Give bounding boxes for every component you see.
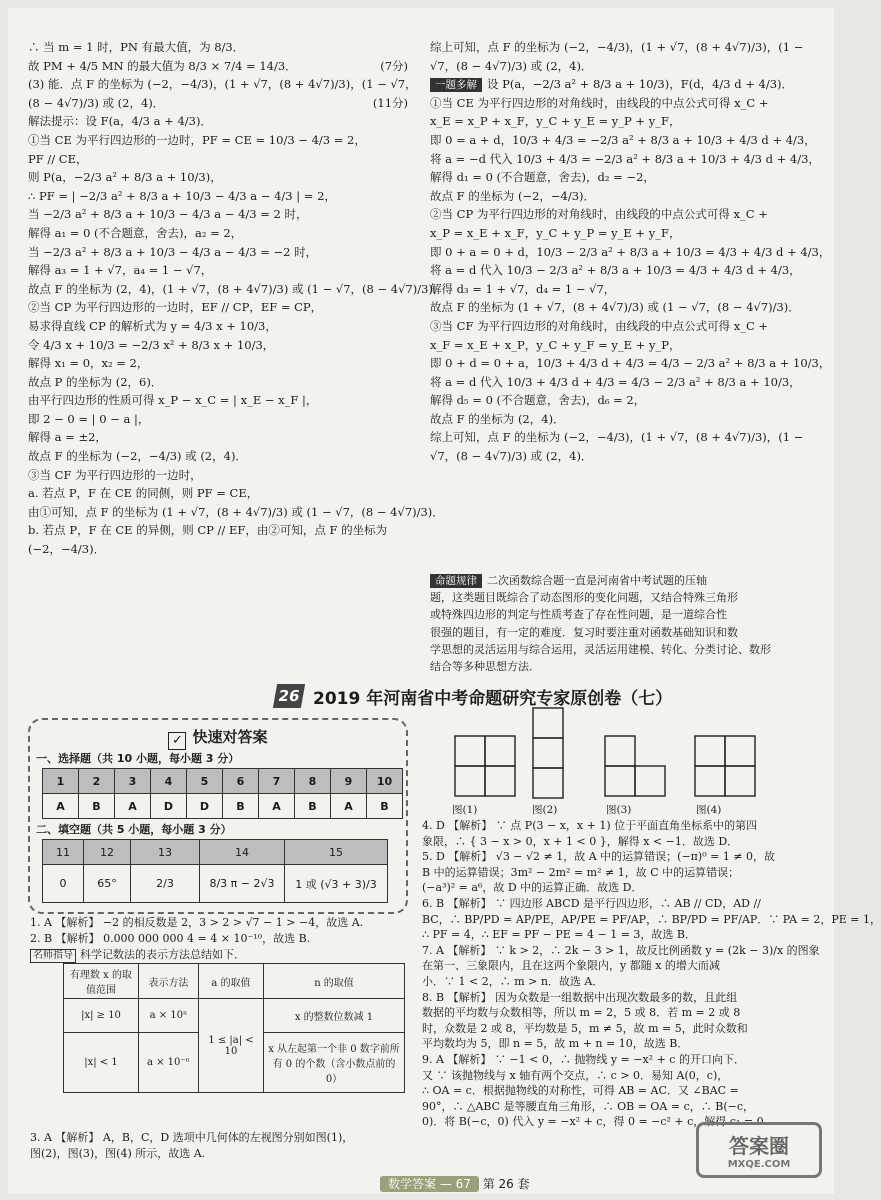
- text-line: ②当 CP 为平行四边形的对角线时，由线段的中点公式可得 x_C +: [430, 207, 768, 222]
- table-cell: 9: [331, 769, 367, 794]
- quick-answers-box: [28, 718, 408, 914]
- text-line: 综上可知，点 F 的坐标为 (−2，−4/3)，(1 + √7，(8 + 4√7)/3)，(1 −: [430, 430, 804, 445]
- table-cell: 15: [285, 840, 388, 865]
- text-line: 题，这类题目既综合了动态图形的变化问题，又结合特殊三角形: [430, 591, 738, 605]
- table-cell: B: [367, 794, 403, 819]
- text-line: 将 a = d 代入 10/3 + 4/3 d + 4/3 = 4/3 − 2/3 a² + 8/3 a + 10/3，: [430, 374, 801, 389]
- left-answers: [30, 915, 406, 963]
- text-line: 即 2 − 0 = | 0 − a |，: [28, 411, 150, 426]
- table-cell: x 从左起第一个非 0 数字前所有 0 的个数（含小数点前的 0）: [264, 1033, 405, 1093]
- text-line: 解得 d₁ = 0 (不合题意，舍去)，d₂ = −2，: [430, 170, 655, 185]
- fig3-caption: 图(3): [606, 804, 632, 816]
- answer-line: BC，∴ BP/PD = AP/PE，AP/PE = PF/AP，∴ BP/PD = PF/AP．∵ PA = 2，PE = 1，: [422, 912, 881, 926]
- left-column: [28, 38, 445, 559]
- text-line: 解得 x₁ = 0，x₂ = 2，: [28, 356, 149, 371]
- text-line: 一题多解 设 P(a，−2/3 a² + 8/3 a + 10/3)，F(d，4/3 d + 4/3)．: [430, 75, 818, 94]
- text-line: √7，(8 − 4√7)/3) 或 (2，4)．: [430, 449, 593, 464]
- text-line: ∴ PF = | −2/3 a² + 8/3 a + 10/3 − 4/3 a − 4/3 | = 2，: [28, 188, 336, 203]
- text-line: ①当 CE 为平行四边形的一边时，PF = CE = 10/3 − 4/3 = 2，: [28, 132, 366, 147]
- answer-line: 0)．将 B(−c，0) 代入 y = −x² + c，得 0 = −c² + c，解得 c₁ = 0: [422, 1115, 764, 1129]
- checkmark-icon: ✓: [168, 732, 186, 750]
- text-line: 则 P(a，−2/3 a² + 8/3 a + 10/3)，: [28, 170, 222, 185]
- answer-line: 5. D 【解析】 √3 − √2 ≠ 1，故 A 中的运算错误；(−π)⁰ = 1 ≠ 0，故: [422, 850, 776, 864]
- fig1-square-bottom-right: [485, 766, 515, 796]
- text-line: a. 若点 P，F 在 CE 的同侧，则 PF = CE，: [28, 486, 259, 501]
- right-column: [430, 38, 831, 466]
- proposition-note: [430, 572, 818, 675]
- text-line: 故点 P 的坐标为 (2，6)．: [28, 374, 163, 389]
- text-line: (3) 能．点 F 的坐标为 (−2，−4/3)，(1 + √7，(8 + 4√7)/3)，(1 − √7，: [28, 77, 417, 92]
- answer-line: 7. A 【解析】 ∵ k > 2，∴ 2k − 3 > 1，故反比例函数 y = (2k − 3)/x 的图象: [422, 943, 820, 957]
- fig1-square-top-left: [455, 736, 485, 766]
- answer-line: 2. B 【解析】 0.000 000 000 4 = 4 × 10⁻¹⁰，故选 B.: [30, 932, 311, 945]
- one-problem-many-solutions-badge: 一题多解: [430, 78, 482, 92]
- fig4-square-top-right: [725, 736, 755, 766]
- text-line: x_F = x_E + x_P，y_C + y_F = y_E + y_P，: [430, 337, 681, 352]
- answer-line: 6. B 【解析】 ∵ 四边形 ABCD 是平行四边形，∴ AB // CD，AD //: [422, 896, 761, 910]
- table-cell: 8/3 π − 2√3: [200, 865, 285, 903]
- answer-line: (−a³)² = a⁶，故 D 中的运算正确．故选 D．: [422, 881, 643, 895]
- text-line: ③当 CF 为平行四边形的一边时，: [28, 467, 202, 482]
- text-line: 解得 d₃ = 1 + √7，d₄ = 1 − √7，: [430, 281, 616, 296]
- table-cell: A: [259, 794, 295, 819]
- table-cell: |x| ≥ 10: [64, 999, 139, 1033]
- text-line: 将 a = −d 代入 10/3 + 4/3 = −2/3 a² + 8/3 a + 10/3 + 4/3 d + 4/3，: [430, 151, 820, 166]
- table-cell: 表示方法: [139, 964, 199, 999]
- table-cell: 65°: [84, 865, 131, 903]
- answer-line: 90°，∴ △ABC 是等腰直角三角形，∴ OB = OA = c，∴ B(−c，: [422, 1099, 754, 1113]
- proposition-badge: 命题规律: [430, 574, 482, 588]
- fig2-square-middle: [533, 738, 563, 768]
- table-cell: x 的整数位数减 1: [264, 999, 405, 1033]
- answer-line: 4. D 【解析】 ∵ 点 P(3 − x，x + 1) 位于平面直角坐标系中的第四: [422, 819, 758, 832]
- table-cell: 6: [223, 769, 259, 794]
- fig2-square-top: [533, 708, 563, 738]
- text-line: 解法提示：设 F(a，4/3 a + 4/3)．: [28, 114, 212, 129]
- footer-set-label: 第 26 套: [482, 1177, 530, 1191]
- table-cell: a × 10⁻ⁿ: [139, 1033, 199, 1093]
- fig3-square-top: [605, 736, 635, 766]
- right-answers: [422, 818, 881, 1130]
- table-cell: a 的取值: [199, 964, 264, 999]
- table-cell: 14: [200, 840, 285, 865]
- text-line: 令 4/3 x + 10/3 = −2/3 x² + 8/3 x + 10/3，: [28, 337, 275, 352]
- text-line: 故点 F 的坐标为 (−2，−4/3) 或 (2，4)．: [28, 449, 247, 464]
- table-cell: n 的取值: [264, 964, 405, 999]
- footer-page-label: 数学答案 — 67: [380, 1176, 479, 1192]
- answer-line: 平均数均为 5，即 n = 5，故 m + n = 10，故选 B．: [422, 1037, 689, 1051]
- fig3-square-bottom-right: [635, 766, 665, 796]
- text-line: PF // CE，: [28, 151, 88, 166]
- text-line: 将 a = d 代入 10/3 − 2/3 a² + 8/3 a + 10/3 = 4/3 + 4/3 d + 4/3，: [430, 263, 801, 278]
- table-cell: B: [295, 794, 331, 819]
- table-cell: 8: [295, 769, 331, 794]
- answer-line: 8. B 【解析】 因为众数是一组数据中出现次数最多的数，且此组: [422, 990, 738, 1004]
- text-line: x_E = x_P + x_F，y_C + y_E = y_P + y_F，: [430, 114, 681, 129]
- text-line: 当 −2/3 a² + 8/3 a + 10/3 − 4/3 a − 4/3 = −2 时，: [28, 244, 318, 259]
- text-line: ③当 CF 为平行四边形的对角线时，由线段的中点公式可得 x_C +: [430, 318, 769, 333]
- choice-heading: 一、选择题（共 10 小题，每小题 3 分）: [36, 752, 240, 765]
- answer-line: 图(2)，图(3)，图(4) 所示，故选 A.: [30, 1147, 206, 1160]
- table-cell: 2/3: [131, 865, 200, 903]
- answer-line: 1. A 【解析】 −2 的相反数是 2，3 > 2 > √7 − 1 > −4，故选 A.: [30, 916, 364, 929]
- answer-line: 又 ∵ 该抛物线与 x 轴有两个交点，∴ c > 0．易知 A(0，c)，: [422, 1068, 729, 1082]
- table-cell: 1 ≤ |a| < 10: [199, 999, 264, 1093]
- fig4-caption: 图(4): [696, 804, 722, 816]
- fig1-square-bottom-left: [455, 766, 485, 796]
- answer-line: 象限，∴ { 3 − x > 0，x + 1 < 0 }，解得 x < −1．故选 D．: [422, 834, 739, 848]
- table-cell: 2: [79, 769, 115, 794]
- score-mark: (11分): [372, 95, 408, 110]
- text-line: 综上可知，点 F 的坐标为 (−2，−4/3)，(1 + √7，(8 + 4√7)/3)，(1 −: [430, 40, 804, 54]
- table-cell: A: [115, 794, 151, 819]
- scientific-notation-table: [63, 963, 405, 1093]
- table-cell: A: [331, 794, 367, 819]
- page-footer: [380, 1175, 530, 1192]
- fig2-caption: 图(2): [532, 804, 558, 816]
- text-line: 即 0 = a + d，10/3 + 4/3 = −2/3 a² + 8/3 a + 10/3 + 4/3 d + 4/3，: [430, 132, 816, 147]
- fill-answer-table: [42, 839, 388, 903]
- section-number: 26: [273, 684, 305, 708]
- table-cell: B: [223, 794, 259, 819]
- table-cell: D: [187, 794, 223, 819]
- table-cell: 有理数 x 的取值范围: [64, 964, 139, 999]
- table-cell: 1 或 (√3 + 3)/3: [285, 865, 388, 903]
- text-line: 由①可知，点 F 的坐标为 (1 + √7，(8 + 4√7)/3) 或 (1 − √7，(8 − 4√7)/3)．: [28, 504, 444, 519]
- text-line: 解得 d₅ = 0 (不合题意，舍去)，d₆ = 2，: [430, 393, 646, 408]
- answer-line: 时，众数是 2 或 8，平均数是 5，m ≠ 5，故 m = 5，此时众数和: [422, 1021, 748, 1035]
- fig4-square-bottom-right: [725, 766, 755, 796]
- answer-line: ∴ OA = c．根据抛物线的对称性，可得 AB = AC．又 ∠BAC =: [422, 1084, 739, 1098]
- fig2-square-bottom: [533, 768, 563, 798]
- table-cell: 7: [259, 769, 295, 794]
- answer-line: 数据的平均数与众数相等，所以 m = 2，5 或 8．若 m = 2 或 8: [422, 1006, 741, 1020]
- text-line: 故 PM + 4/5 MN 的最大值为 8/3 × 7/4 = 14/3． (7分): [28, 57, 408, 76]
- text-line: 结合等多种思想方法．: [430, 660, 540, 674]
- section-title: [275, 683, 675, 709]
- fig3-square-bottom-left: [605, 766, 635, 796]
- text-line: 由平行四边形的性质可得 x_P − x_C = | x_E − x_F |，: [28, 393, 318, 408]
- text-line: 解得 a₃ = 1 + √7，a₄ = 1 − √7，: [28, 263, 213, 278]
- text-line: 即 0 + a = 0 + d，10/3 − 2/3 a² + 8/3 a + 10/3 = 4/3 + 4/3 d + 4/3，: [430, 244, 831, 259]
- text-line: (−2，−4/3)．: [28, 542, 106, 557]
- text-line: 或特殊四边形的判定与性质考查了存在性问题，是一道综合性: [430, 608, 727, 622]
- fig1-caption: 图(1): [452, 804, 478, 816]
- text-line: ②当 CP 为平行四边形的一边时，EF // CP，EF = CP，: [28, 300, 323, 315]
- text-line: (8 − 4√7)/3) 或 (2，4)． (11分): [28, 94, 408, 113]
- quick-answers-heading: ✓ 快速对答案: [30, 726, 406, 748]
- answer-line: 名师指导 科学记数法的表示方法总结如下．: [30, 947, 406, 963]
- table-cell: 5: [187, 769, 223, 794]
- text-line: x_P = x_E + x_F，y_C + y_P = y_E + y_F，: [430, 225, 681, 240]
- fill-heading: 二、填空题（共 5 小题，每小题 3 分）: [36, 823, 232, 836]
- fig1-square-top-right: [485, 736, 515, 766]
- answer-line: B 中的运算错误；3m² − 2m² = m² ≠ 1，故 C 中的运算错误；: [422, 865, 740, 879]
- text-line: ∴ 当 m = 1 时，PN 有最大值，为 8/3．: [28, 40, 245, 54]
- table-cell: 3: [115, 769, 151, 794]
- answer-line: ∴ PF = 4，∴ EF = PF − PE = 4 − 1 = 3，故选 B．: [422, 928, 696, 942]
- choice-answer-table: [42, 768, 403, 819]
- text-line: 解得 a = ±2，: [28, 430, 107, 445]
- answer-line: 小．∵ 1 < 2，∴ m > n．故选 A．: [422, 974, 604, 988]
- text-line: b. 若点 P，F 在 CE 的异侧，则 CP // EF，由②可知，点 F 的坐标为: [28, 523, 388, 538]
- left-view-figures: [445, 708, 825, 818]
- text-line: 学思想的灵活运用与综合运用，灵活运用建模、转化、分类讨论、数形: [430, 642, 771, 656]
- score-mark: (7分): [380, 58, 408, 73]
- text-line: 故点 F 的坐标为 (1 + √7，(8 + 4√7)/3) 或 (1 − √7，(8 − 4√7)/3)．: [430, 300, 800, 315]
- fig4-square-bottom-left: [695, 766, 725, 796]
- watermark-logo: 答案圈 MXQE.COM: [696, 1122, 822, 1178]
- text-line: 易求得直线 CP 的解析式为 y = 4/3 x + 10/3，: [28, 318, 277, 333]
- text-line: 解得 a₁ = 0 (不合题意，舍去)，a₂ = 2，: [28, 225, 243, 240]
- table-cell: B: [79, 794, 115, 819]
- fig4-square-top-left: [695, 736, 725, 766]
- text-line: √7，(8 − 4√7)/3) 或 (2，4)．: [430, 58, 593, 73]
- table-cell: 0: [43, 865, 84, 903]
- answer-line: 9. A 【解析】 ∵ −1 < 0，∴ 抛物线 y = −x² + c 的开口向下．: [422, 1052, 745, 1066]
- text-line: 故点 F 的坐标为 (2，4)．: [430, 411, 565, 426]
- table-cell: 11: [43, 840, 84, 865]
- text-line: 当 −2/3 a² + 8/3 a + 10/3 − 4/3 a − 4/3 = 2 时，: [28, 207, 308, 222]
- table-cell: a × 10ⁿ: [139, 999, 199, 1033]
- table-cell: A: [43, 794, 79, 819]
- table-cell: D: [151, 794, 187, 819]
- table-cell: 4: [151, 769, 187, 794]
- text-line: 故点 F 的坐标为 (−2，−4/3)．: [430, 188, 596, 203]
- answer-line: 在第一、三象限内，且在这两个象限内，y 都随 x 的增大而减: [422, 959, 720, 973]
- left-answers-q3: [30, 1130, 406, 1162]
- text-line: 故点 F 的坐标为 (2，4)，(1 + √7，(8 + 4√7)/3) 或 (1 − √7，(8 − 4√7)/3)．: [28, 281, 445, 296]
- teacher-guide-tag: 名师指导: [30, 949, 76, 963]
- table-cell: 10: [367, 769, 403, 794]
- text-line: ①当 CE 为平行四边形的对角线时，由线段的中点公式可得 x_C +: [430, 95, 769, 110]
- text-line: 即 0 + d = 0 + a，10/3 + 4/3 d + 4/3 = 4/3 − 2/3 a² + 8/3 a + 10/3，: [430, 356, 831, 371]
- table-cell: 12: [84, 840, 131, 865]
- answer-line: 3. A 【解析】 A，B，C，D 选项中几何体的左视图分别如图(1)，: [30, 1131, 354, 1144]
- text-line: 很强的题目，有一定的难度．复习时要注重对函数基础知识和数: [430, 625, 738, 639]
- table-cell: 1: [43, 769, 79, 794]
- table-cell: 13: [131, 840, 200, 865]
- text-line: 命题规律 二次函数综合题一直是河南省中考试题的压轴: [430, 572, 818, 589]
- table-cell: |x| < 1: [64, 1033, 139, 1093]
- section-title-text: 2019 年河南省中考命题研究专家原创卷（七）: [313, 688, 673, 709]
